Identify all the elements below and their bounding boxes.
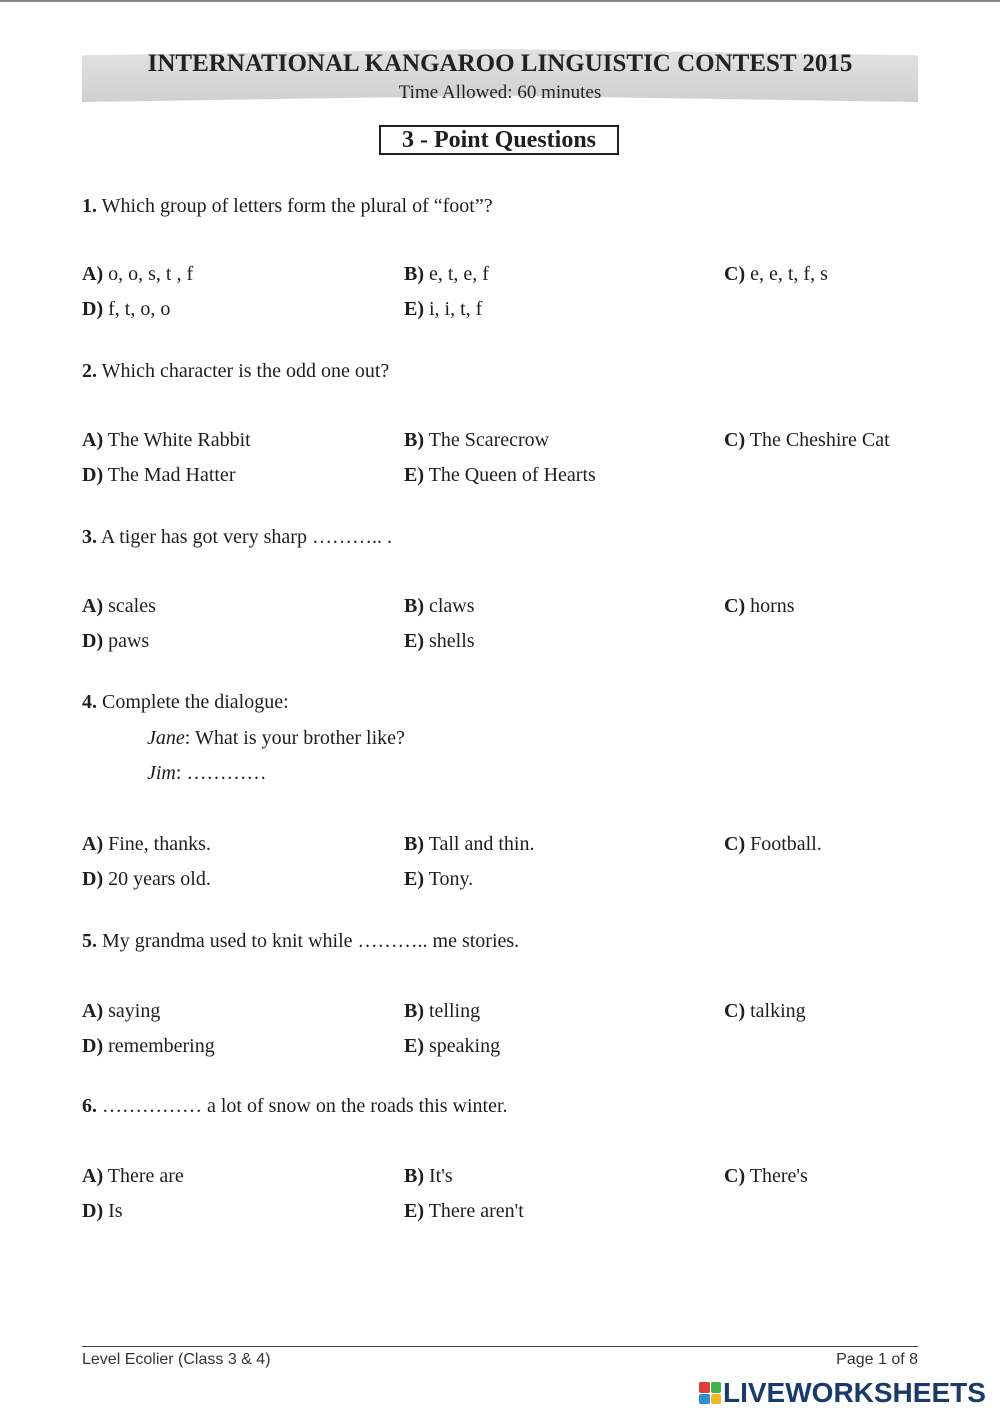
option-2c[interactable]: C) The Cheshire Cat (724, 429, 890, 451)
option-6a[interactable]: A) There are (82, 1165, 184, 1187)
logo-square-yellow (711, 1394, 722, 1405)
option-2d[interactable]: D) The Mad Hatter (82, 464, 236, 486)
option-3c[interactable]: C) horns (724, 595, 795, 617)
liveworksheets-mark-icon (699, 1382, 721, 1404)
question-5: 5. My grandma used to knit while ……….. me stories. (82, 930, 520, 952)
option-2a[interactable]: A) The White Rabbit (82, 429, 251, 451)
section-heading: 3 - Point Questions (379, 125, 619, 155)
question-2: 2. Which character is the odd one out? (82, 360, 390, 382)
option-5c[interactable]: C) talking (724, 1000, 806, 1022)
logo-square-blue (699, 1394, 710, 1405)
contest-title: INTERNATIONAL KANGAROO LINGUISTIC CONTEST 2015 (147, 50, 853, 77)
option-5e[interactable]: E) speaking (404, 1035, 501, 1057)
footer-page-number: Page 1 of 8 (836, 1351, 918, 1368)
footer-level: Level Ecolier (Class 3 & 4) (82, 1351, 271, 1368)
option-5a[interactable]: A) saying (82, 1000, 161, 1022)
option-4c[interactable]: C) Football. (724, 833, 822, 855)
question-6: 6. …………… a lot of snow on the roads this winter. (82, 1095, 508, 1117)
option-5b[interactable]: B) telling (404, 1000, 481, 1022)
logo-square-red (699, 1382, 710, 1393)
option-1d[interactable]: D) f, t, o, o (82, 298, 171, 320)
time-allowed: Time Allowed: 60 minutes (398, 82, 602, 103)
dialogue-line-jane: Jane: What is your brother like? (147, 727, 405, 749)
option-1a[interactable]: A) o, o, s, t , f (82, 263, 194, 285)
option-3b[interactable]: B) claws (404, 595, 475, 617)
question-4: 4. Complete the dialogue: (82, 691, 289, 713)
option-3a[interactable]: A) scales (82, 595, 156, 617)
option-6d[interactable]: D) Is (82, 1200, 123, 1222)
option-5d[interactable]: D) remembering (82, 1035, 215, 1057)
option-6c[interactable]: C) There's (724, 1165, 808, 1187)
option-6b[interactable]: B) It's (404, 1165, 453, 1187)
option-3e[interactable]: E) shells (404, 630, 475, 652)
question-1: 1. Which group of letters form the plural of “foot”? (82, 195, 493, 217)
footer-divider (82, 1346, 918, 1347)
liveworksheets-logo[interactable] (699, 1377, 986, 1408)
option-2b[interactable]: B) The Scarecrow (404, 429, 550, 451)
option-4d[interactable]: D) 20 years old. (82, 868, 211, 890)
option-1e[interactable]: E) i, i, t, f (404, 298, 483, 320)
top-border-line (0, 0, 1000, 2)
logo-square-green (711, 1382, 722, 1393)
option-4b[interactable]: B) Tall and thin. (404, 833, 535, 855)
question-3: 3. A tiger has got very sharp ……….. . (82, 526, 392, 548)
option-4a[interactable]: A) Fine, thanks. (82, 833, 211, 855)
option-1b[interactable]: B) e, t, e, f (404, 263, 489, 285)
option-3d[interactable]: D) paws (82, 630, 150, 652)
option-6e[interactable]: E) There aren't (404, 1200, 524, 1222)
option-1c[interactable]: C) e, e, t, f, s (724, 263, 828, 285)
dialogue-line-jim: Jim: ………… (147, 762, 267, 784)
option-2e[interactable]: E) The Queen of Hearts (404, 464, 596, 486)
option-4e[interactable]: E) Tony. (404, 868, 474, 890)
liveworksheets-wordmark: LIVEWORKSHEETS (723, 1377, 986, 1408)
